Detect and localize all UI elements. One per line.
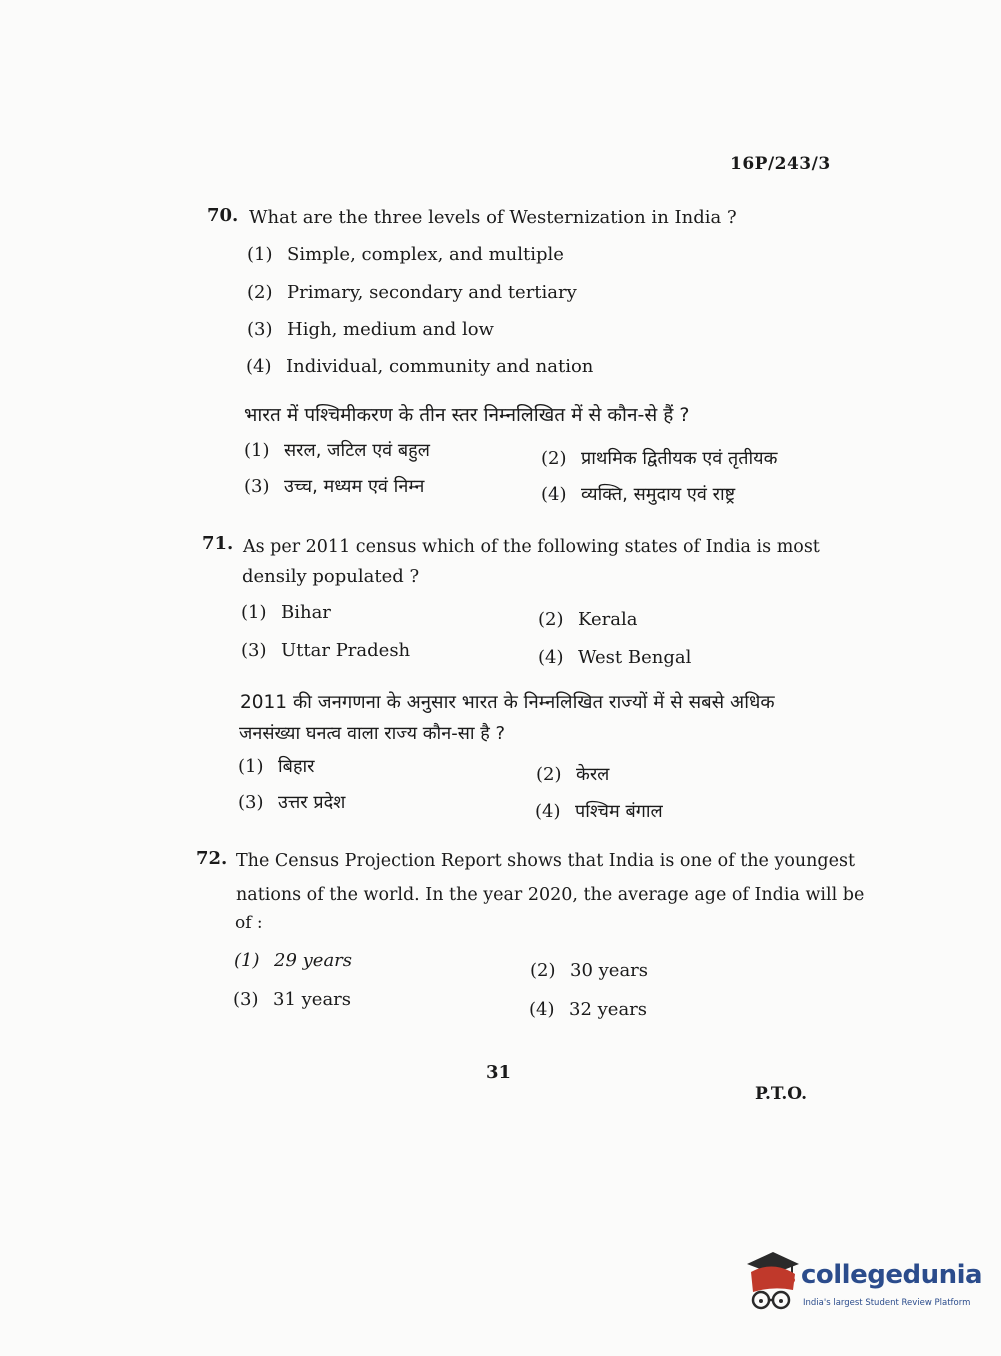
pto-label: P.T.O.	[755, 1084, 807, 1104]
option-en: (4) West Bengal	[538, 647, 692, 668]
option-hi: (4) व्यक्ति, समुदाय एवं राष्ट्र	[541, 484, 736, 505]
question-text-en-line3: of :	[235, 913, 263, 933]
option-en: (4) 32 years	[529, 999, 648, 1020]
option-hi: (2) प्राथमिक द्वितीयक एवं तृतीयक	[541, 448, 778, 469]
option-en: (2) Kerala	[538, 609, 638, 630]
option-en: (1) 29 years	[234, 950, 353, 971]
question-text-hi-line2: जनसंख्या घनत्व वाला राज्य कौन-सा है ?	[239, 723, 506, 744]
option-en: (3) 31 years	[233, 989, 352, 1010]
mascot-icon	[743, 1250, 801, 1320]
option-hi: (2) केरल	[536, 764, 610, 785]
option-en: (1) Bihar	[241, 602, 331, 623]
option-en: (3) High, medium and low	[247, 319, 494, 340]
option-hi: (3) उत्तर प्रदेश	[238, 792, 346, 813]
option-en: (2) Primary, secondary and tertiary	[247, 282, 577, 303]
option-hi: (4) पश्चिम बंगाल	[535, 801, 663, 822]
question-text-en-line2: densily populated ?	[242, 566, 420, 587]
option-en: (2) 30 years	[530, 960, 649, 981]
question-text-hi: भारत में पश्चिमीकरण के तीन स्तर निम्नलिखित में से कौन-से हैं ?	[244, 404, 690, 426]
option-hi: (1) सरल, जटिल एवं बहुल	[244, 440, 430, 461]
option-hi: (3) उच्च, मध्यम एवं निम्न	[244, 476, 425, 497]
question-number: 72.	[196, 848, 228, 869]
question-number: 71.	[202, 533, 234, 554]
question-text-hi-line1: 2011 की जनगणना के अनुसार भारत के निम्नलिखित राज्यों में से सबसे अधिक	[240, 692, 775, 713]
question-number: 70.	[207, 205, 239, 226]
option-en: (4) Individual, community and nation	[246, 356, 594, 377]
question-text-en-line1: As per 2011 census which of the following states of India is most	[243, 537, 820, 557]
option-en: (3) Uttar Pradesh	[241, 640, 411, 661]
option-hi: (1) बिहार	[238, 756, 315, 777]
paper-code: 16P/243/3	[730, 154, 831, 174]
question-text-en-line1: The Census Projection Report shows that India is one of the youngest	[236, 851, 855, 871]
question-text-en-line2: nations of the world. In the year 2020, the average age of India will be	[236, 885, 865, 905]
brand-name: collegedunia	[801, 1260, 983, 1290]
collegedunia-watermark	[743, 1250, 983, 1330]
page-number: 31	[486, 1062, 512, 1083]
question-text-en: What are the three levels of Westernization in India ?	[249, 207, 737, 228]
brand-tagline: India's largest Student Review Platform	[803, 1298, 971, 1308]
option-en: (1) Simple, complex, and multiple	[247, 244, 564, 265]
